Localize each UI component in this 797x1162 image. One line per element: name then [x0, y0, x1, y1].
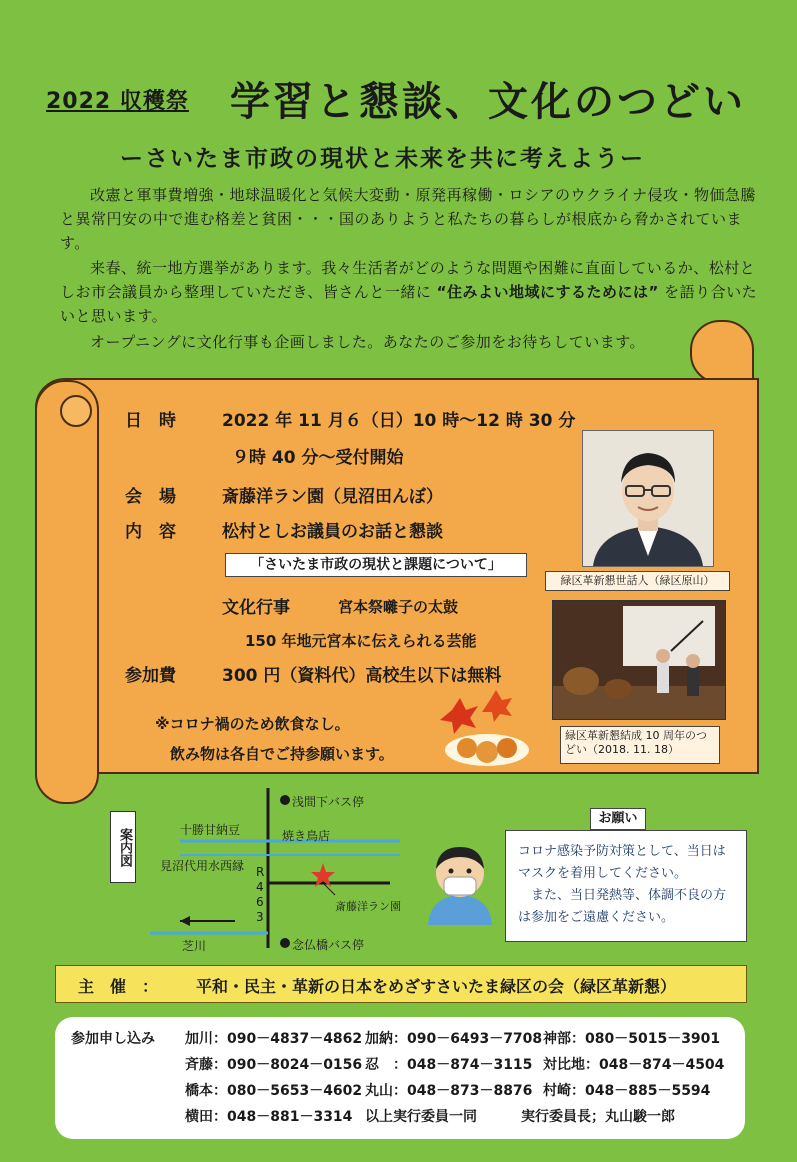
contact-entry: 斉藤：090－8024－0156	[185, 1057, 363, 1073]
contact-entry: 以上実行委員一同	[365, 1109, 477, 1125]
covid-note-1: ※コロナ禍のため飲食なし。	[155, 715, 350, 733]
scroll-curl	[60, 395, 92, 427]
content-value: 松村としお議員のお話と懇談	[222, 522, 443, 542]
event-photo	[552, 600, 726, 720]
fee-value: 300 円（資料代）高校生以下は無料	[222, 666, 502, 686]
date-label: 日 時	[125, 411, 176, 431]
request-line-2: また、当日発熱等、体調不良の方は参加をご遠慮ください。	[518, 888, 727, 925]
contact-entry: 加川：090－4837－4862	[185, 1031, 363, 1047]
intro-paragraph-1: 改憲と軍事費増強・地球温暖化と気候大変動・原発再稼働・ロシアのウクライナ侵攻・物価急騰と異常円安の中で進む格差と貧困・・・国のありようと私たちの暮らしが根底から脅かされています。	[60, 186, 757, 252]
map-river: 芝川	[182, 939, 207, 953]
speaker-photo-caption: 緑区革新懇世話人（緑区原山）	[545, 571, 730, 591]
main-title: 学習と懇談、文化のつどい	[230, 79, 746, 125]
mask-boy-illustration	[420, 835, 500, 925]
contact-entry: 橋本：080－5653－4602	[185, 1083, 363, 1099]
organizer-value: 平和・民主・革新の日本をめざすさいたま緑区の会（緑区革新懇）	[196, 977, 677, 996]
venue-value: 斎藤洋ラン園（見沼田んぼ）	[222, 487, 443, 507]
intro-paragraph-2	[60, 256, 760, 328]
reception-time: ９時 40 分～受付開始	[232, 448, 404, 468]
culture-label: 文化行事	[222, 598, 290, 618]
content-label: 内 容	[125, 522, 176, 542]
culture-value: 宮本祭囃子の太鼓	[338, 598, 459, 616]
culture-note: 150 年地元宮本に伝えられる芸能	[245, 632, 477, 650]
map-canal: 見沼代用水西縁	[160, 859, 245, 873]
contact-entry: 対比地：048－874－4504	[543, 1057, 725, 1073]
request-text	[518, 841, 738, 929]
contact-entry: 神部：080－5015－3901	[543, 1031, 721, 1047]
request-box	[505, 830, 747, 942]
subtitle: ーさいたま市政の現状と未来を共に考えようー	[120, 146, 645, 172]
covid-note-2: 飲み物は各自でご持参願います。	[170, 745, 394, 763]
event-photo-caption: 緑区革新懇結成 10 周年のつどい（2018. 11. 18）	[560, 726, 720, 764]
contact-entry: 忍 ：048－874－3115	[365, 1057, 533, 1073]
map-route: R463	[256, 865, 265, 924]
contact-entry: 丸山：048－873－8876	[365, 1083, 533, 1099]
intro-p2-text-a: 来春、統一地方選挙があります。我々生活者がどのような問題や困難に直面しているか、松村としお市会議員から整理していただき、皆さんと一緒に	[60, 259, 756, 301]
autumn-leaves-illustration	[432, 690, 532, 770]
request-title: お願い	[590, 808, 646, 830]
intro-paragraph-3: オープニングに文化行事も企画しました。あなたのご参加をお待ちしています。	[90, 333, 646, 351]
contact-label: 参加申し込み	[71, 1031, 155, 1047]
contact-box	[55, 1017, 745, 1139]
map-bottom-stop: 念仏橋バス停	[292, 938, 365, 952]
event-year: 2022 収穫祭	[46, 89, 189, 114]
contact-entry: 加納：090－6493－7708	[365, 1031, 543, 1047]
intro-p2-emphasis: “住みよい地域にするためには”	[436, 283, 659, 301]
scroll-top-roll	[690, 320, 754, 384]
access-map	[110, 783, 410, 953]
contact-entry: 横田：048－881－3314	[185, 1109, 353, 1125]
contact-entry: 実行委員長；丸山駿一郎	[521, 1109, 675, 1125]
map-shop-1: 十勝甘納豆	[180, 823, 241, 837]
map-venue: 斎藤洋ラン園	[335, 900, 401, 913]
request-line-1: コロナ感染予防対策として、当日はマスクを着用してください。	[518, 844, 726, 881]
date-value: 2022 年 11 月６（日）10 時～12 時 30 分	[222, 411, 576, 431]
organizer-banner	[55, 965, 747, 1003]
map-top-stop: 浅間下バス停	[292, 795, 365, 809]
lecture-title: 「さいたま市政の現状と課題について」	[225, 553, 527, 577]
map-shop-2: 焼き鳥店	[282, 829, 331, 843]
title-row	[40, 70, 760, 130]
intro-p2-text-b: を語り合いたいと思います。	[60, 283, 758, 325]
contact-entry: 村崎：048－885－5594	[543, 1083, 711, 1099]
map-label: 案内図	[110, 811, 136, 883]
fee-label: 参加費	[125, 666, 176, 686]
organizer-label: 主 催 ：	[78, 977, 159, 996]
venue-label: 会 場	[125, 487, 176, 507]
speaker-photo	[582, 430, 714, 567]
scroll-left-roll	[35, 380, 99, 804]
